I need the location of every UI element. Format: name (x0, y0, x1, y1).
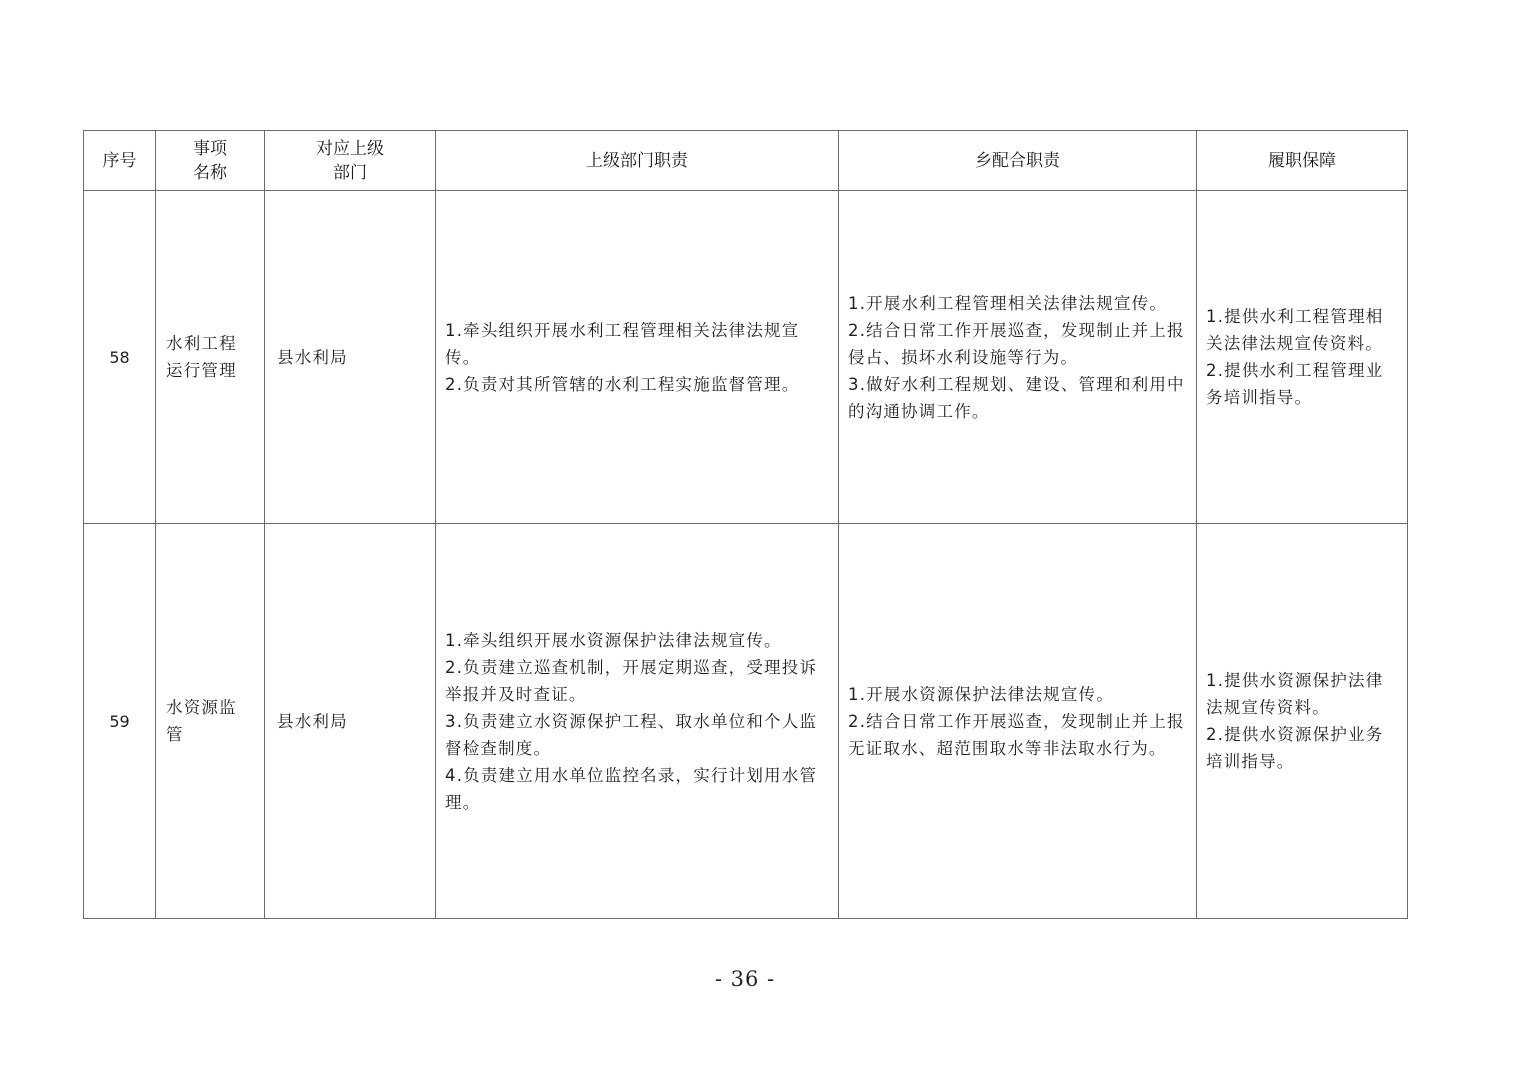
header-upper-dept-line: 部门 (333, 162, 367, 183)
duty-line: 1.牵头组织开展水资源保护法律法规宣传。 (445, 630, 782, 650)
header-item-name (156, 131, 265, 191)
row-item-name: 水利工程运行管理 (156, 191, 265, 524)
header-township-duty: 乡配合职责 (839, 131, 1197, 191)
table-row (84, 524, 1408, 919)
duty-line: 4.负责建立用水单位监控名录，实行计划用水管理。 (445, 765, 818, 812)
row-guarantee (1197, 191, 1408, 524)
duty-line: 1.牵头组织开展水利工程管理相关法律法规宣传。 (445, 320, 800, 367)
table-row (84, 191, 1408, 524)
duty-line: 3.做好水利工程规划、建设、管理和利用中的沟通协调工作。 (848, 374, 1185, 421)
row-seq: 58 (84, 191, 156, 524)
header-seq: 序号 (84, 131, 156, 191)
row-upper-duty (436, 191, 839, 524)
header-guarantee: 履职保障 (1197, 131, 1408, 191)
header-upper-duty: 上级部门职责 (436, 131, 839, 191)
duty-line: 2.负责建立巡查机制，开展定期巡查，受理投诉举报并及时查证。 (445, 657, 818, 704)
header-upper-dept (265, 131, 436, 191)
duty-line: 1.开展水利工程管理相关法律法规宣传。 (848, 293, 1168, 313)
duty-line: 2.结合日常工作开展巡查，发现制止并上报侵占、损坏水利设施等行为。 (848, 320, 1185, 367)
responsibility-table (83, 130, 1408, 919)
duty-line: 2.提供水利工程管理业务培训指导。 (1206, 361, 1384, 407)
table-header-row (84, 131, 1408, 191)
header-item-name-line: 事项 (193, 138, 227, 159)
row-guarantee (1197, 524, 1408, 919)
row-township-duty (839, 524, 1197, 919)
duty-line: 3.负责建立水资源保护工程、取水单位和个人监督检查制度。 (445, 711, 818, 758)
header-item-name-line: 名称 (193, 162, 227, 183)
row-upper-duty (436, 524, 839, 919)
duty-line: 1.提供水资源保护法律法规宣传资料。 (1206, 671, 1384, 717)
duty-line: 1.提供水利工程管理相关法律法规宣传资料。 (1206, 307, 1384, 353)
row-seq: 59 (84, 524, 156, 919)
row-upper-dept: 县水利局 (265, 191, 436, 524)
row-township-duty (839, 191, 1197, 524)
row-upper-dept: 县水利局 (265, 524, 436, 919)
duty-line: 2.结合日常工作开展巡查，发现制止并上报无证取水、超范围取水等非法取水行为。 (848, 711, 1185, 758)
duty-line: 2.负责对其所管辖的水利工程实施监督管理。 (445, 374, 800, 394)
duty-line: 1.开展水资源保护法律法规宣传。 (848, 684, 1114, 704)
duty-line: 2.提供水资源保护业务培训指导。 (1206, 725, 1384, 771)
page-number: - 36 - (714, 967, 776, 991)
row-item-name: 水资源监管 (156, 524, 265, 919)
header-upper-dept-line: 对应上级 (316, 138, 384, 159)
